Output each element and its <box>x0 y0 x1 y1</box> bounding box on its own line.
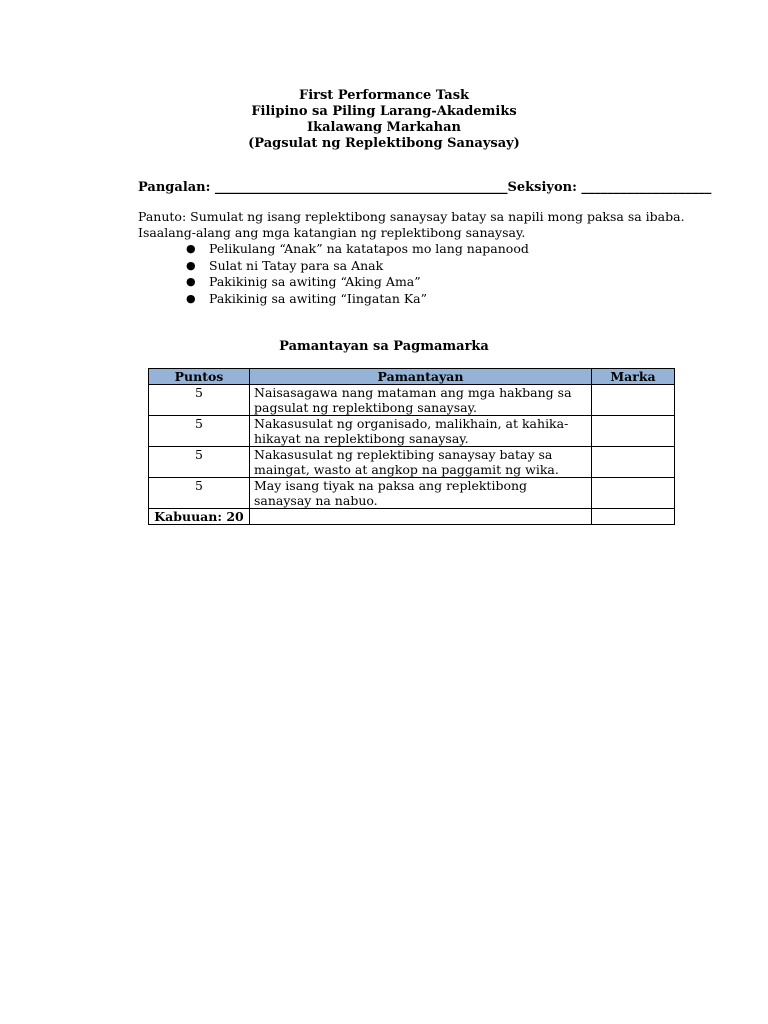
table-row <box>149 385 675 416</box>
section-label: Seksiyon: <box>507 180 577 195</box>
table-row <box>149 447 675 478</box>
bullet-icon: ● <box>186 258 196 272</box>
table-row <box>149 416 675 447</box>
topic-text: Sulat ni Tatay para sa Anak <box>209 257 384 273</box>
mark-cell <box>592 478 675 509</box>
mark-cell <box>592 447 675 478</box>
total-criteria-cell <box>250 509 592 525</box>
topic-list <box>138 241 638 307</box>
points-cell: 5 <box>149 385 250 416</box>
mark-cell <box>592 385 675 416</box>
name-section-fields <box>138 180 711 195</box>
column-header-points: Puntos <box>149 369 250 385</box>
criteria-cell: Nakasusulat ng organisado, malikhain, at kahika-hikayat na replektibong sanaysay. <box>250 416 592 447</box>
bullet-icon: ● <box>186 291 196 305</box>
points-cell: 5 <box>149 416 250 447</box>
header-topic: (Pagsulat ng Replektibong Sanaysay) <box>248 136 520 151</box>
header-task-title: First Performance Task <box>298 88 470 103</box>
points-cell: 5 <box>149 447 250 478</box>
section-blank-line: ____________________ <box>581 180 712 195</box>
total-row <box>149 509 675 525</box>
topic-text: Pakikinig sa awiting “Iingatan Ka” <box>209 290 428 306</box>
instructions-block <box>138 209 685 307</box>
name-label: Pangalan: <box>138 180 211 195</box>
column-header-criteria: Pamantayan <box>250 369 592 385</box>
total-label-cell: Kabuuan: 20 <box>149 509 250 525</box>
topic-text: Pelikulang “Anak” na katatapos mo lang napanood <box>209 241 529 256</box>
criteria-cell: Nakasusulat ng replektibing sanaysay batay sa maingat, wasto at angkop na paggamit ng wika. <box>250 447 592 478</box>
criteria-cell: Naisasagawa nang mataman ang mga hakbang sa pagsulat ng replektibong sanaysay. <box>250 385 592 416</box>
rubric-title: Pamantayan sa Pagmamarka <box>279 339 489 354</box>
mark-cell <box>592 416 675 447</box>
total-mark-cell <box>592 509 675 525</box>
table-row <box>149 478 675 509</box>
header-quarter: Ikalawang Markahan <box>307 120 461 135</box>
list-item <box>138 241 638 258</box>
bullet-icon: ● <box>186 275 196 288</box>
table-header-row <box>149 369 675 385</box>
document-header <box>0 88 768 152</box>
name-blank-line: _____________________________________________ <box>214 180 508 195</box>
criteria-cell: May isang tiyak na paksa ang replektibong sanaysay na nabuo. <box>250 478 592 509</box>
header-subject: Filipino sa Piling Larang-Akademiks <box>251 104 517 119</box>
column-header-mark: Marka <box>592 369 675 385</box>
instructions-line-1: Panuto: Sumulat ng isang replektibong sanaysay batay sa napili mong paksa sa ibaba. <box>138 209 685 224</box>
bullet-icon: ● <box>186 242 196 255</box>
instructions-line-2: Isaalang-alang ang mga katangian ng replektibong sanaysay. <box>138 225 526 240</box>
topic-text: Pakikinig sa awiting “Aking Ama” <box>209 274 421 289</box>
list-item <box>138 258 638 275</box>
rubric-table <box>148 368 675 525</box>
list-item <box>138 291 638 308</box>
points-cell: 5 <box>149 478 250 509</box>
list-item <box>138 274 638 291</box>
